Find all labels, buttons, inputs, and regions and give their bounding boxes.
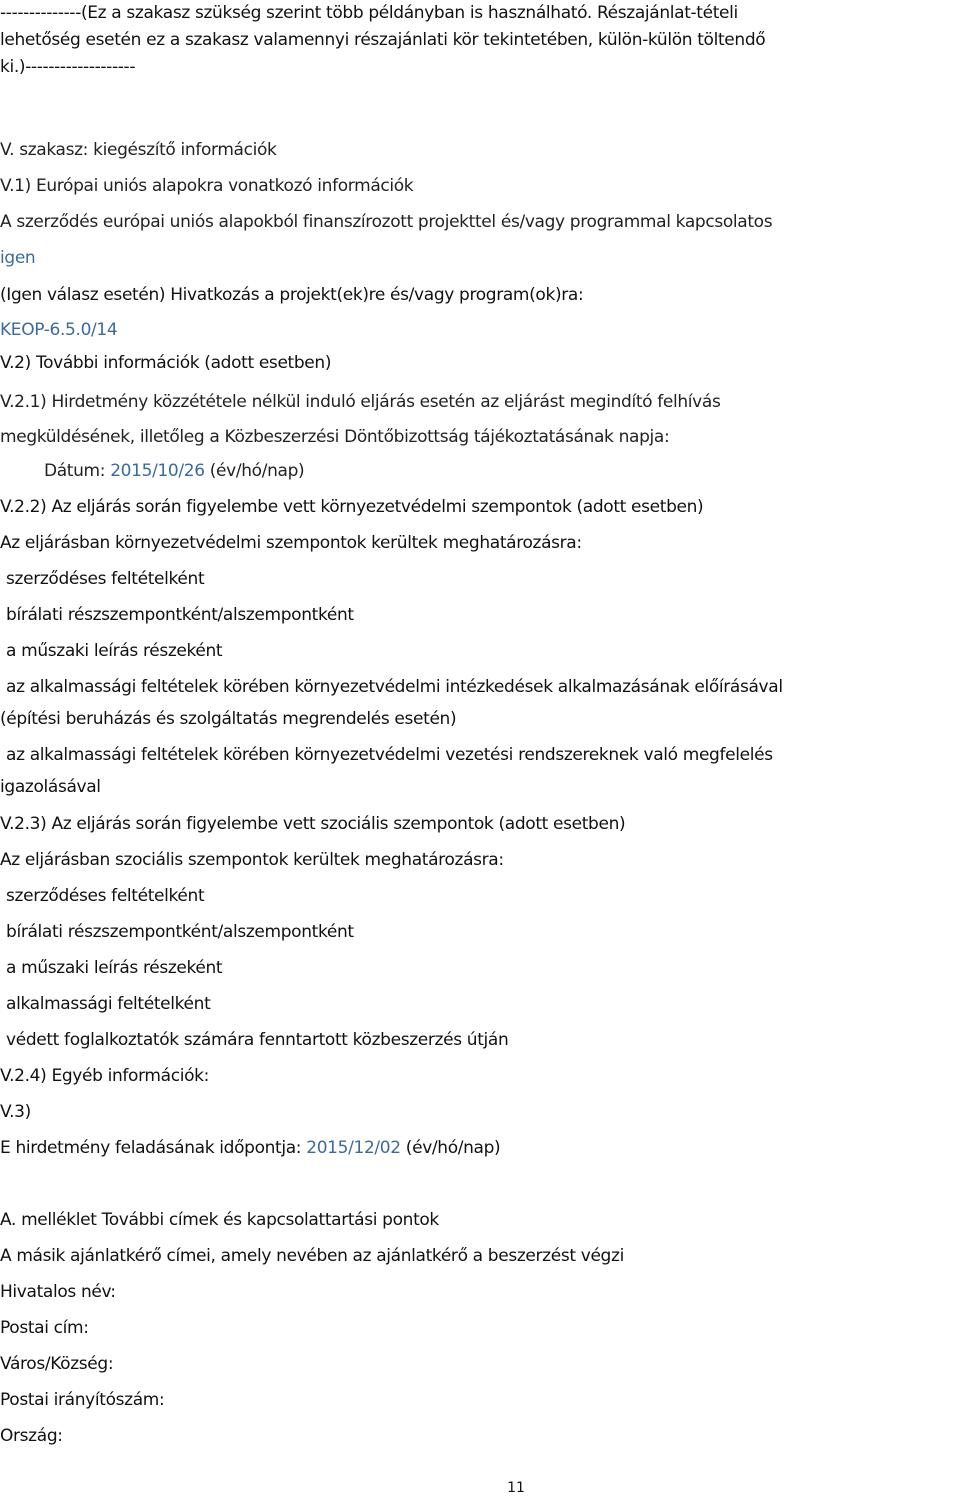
v23-option-3: a műszaki leírás részeként — [6, 958, 223, 978]
v22-option-4-line-1: az alkalmassági feltételek körében környezetvédelmi intézkedések alkalmazásának előírásával — [6, 677, 783, 697]
intro-text-line-2: lehetőség esetén ez a szakasz valamennyi részajánlati kör tekintetében, külön-külön töltendő — [0, 30, 766, 50]
postal-address-label: Postai cím: — [0, 1318, 89, 1338]
v3-date-label: E hirdetmény feladásának időpontja: — [0, 1138, 302, 1158]
v21-date-value: 2015/10/26 — [110, 461, 205, 481]
v22-option-2: bírálati részszempontként/alszempontként — [6, 605, 354, 625]
annex-a-subtitle: A másik ajánlatkérő címei, amely nevében az ajánlatkérő a beszerzést végzi — [0, 1246, 624, 1266]
v21-text-line-1: V.2.1) Hirdetmény közzététele nélkül induló eljárás esetén az eljárást megindító felhívás — [0, 392, 721, 412]
country-label: Ország: — [0, 1426, 63, 1446]
v23-option-2: bírálati részszempontként/alszempontként — [6, 922, 354, 942]
v24-heading: V.2.4) Egyéb információk: — [0, 1066, 210, 1086]
official-name-label: Hivatalos név: — [0, 1282, 116, 1302]
v1-answer: igen — [0, 248, 36, 268]
v22-option-1: szerződéses feltételként — [6, 569, 205, 589]
annex-a-title: A. melléklet További címek és kapcsolattartási pontok — [0, 1210, 439, 1230]
v22-option-5-line-2: igazolásával — [0, 777, 101, 797]
v21-text-line-2: megküldésének, illetőleg a Közbeszerzési Döntőbizottság tájékoztatásának napja: — [0, 427, 670, 447]
postal-code-label: Postai irányítószám: — [0, 1390, 165, 1410]
v21-date-format: (év/hó/nap) — [209, 461, 305, 481]
v22-option-3: a műszaki leírás részeként — [6, 641, 223, 661]
v21-date-row — [44, 460, 304, 482]
page-number: 11 — [507, 1480, 525, 1496]
v22-option-4-line-2: (építési beruházás és szolgáltatás megrendelés esetén) — [0, 709, 457, 729]
v3-date-row — [0, 1137, 500, 1159]
v21-date-label: Dátum: — [44, 461, 106, 481]
v23-option-5: védett foglalkoztatók számára fenntartott közbeszerzés útján — [6, 1030, 509, 1050]
v23-option-4: alkalmassági feltételként — [6, 994, 211, 1014]
v2-heading: V.2) További információk (adott esetben) — [0, 353, 332, 373]
v23-option-1: szerződéses feltételként — [6, 886, 205, 906]
v3-date-value: 2015/12/02 — [306, 1138, 401, 1158]
section-v-title: V. szakasz: kiegészítő információk — [0, 140, 277, 160]
v23-intro: Az eljárásban szociális szempontok kerültek meghatározásra: — [0, 850, 504, 870]
v3-date-format: (év/hó/nap) — [405, 1138, 501, 1158]
v22-heading: V.2.2) Az eljárás során figyelembe vett környezetvédelmi szempontok (adott esetben) — [0, 497, 704, 517]
v1-heading: V.1) Európai uniós alapokra vonatkozó információk — [0, 176, 414, 196]
intro-text-line-1: --------------(Ez a szakasz szükség szerint több példányban is használható. Részajánlat-tételi — [0, 3, 738, 23]
intro-text-line-3: ki.)------------------- — [0, 57, 136, 77]
city-label: Város/Község: — [0, 1354, 114, 1374]
v22-intro: Az eljárásban környezetvédelmi szempontok kerültek meghatározásra: — [0, 533, 582, 553]
v23-heading: V.2.3) Az eljárás során figyelembe vett szociális szempontok (adott esetben) — [0, 814, 626, 834]
v3-heading: V.3) — [0, 1102, 31, 1122]
v22-option-5-line-1: az alkalmassági feltételek körében környezetvédelmi vezetési rendszereknek való megfelelés — [6, 745, 773, 765]
v1-reference-label: (Igen válasz esetén) Hivatkozás a projekt(ek)re és/vagy program(ok)ra: — [0, 285, 584, 305]
v1-question: A szerződés európai uniós alapokból finanszírozott projekttel és/vagy programmal kapcsolatos — [0, 212, 773, 232]
v1-reference-value: KEOP-6.5.0/14 — [0, 320, 118, 340]
